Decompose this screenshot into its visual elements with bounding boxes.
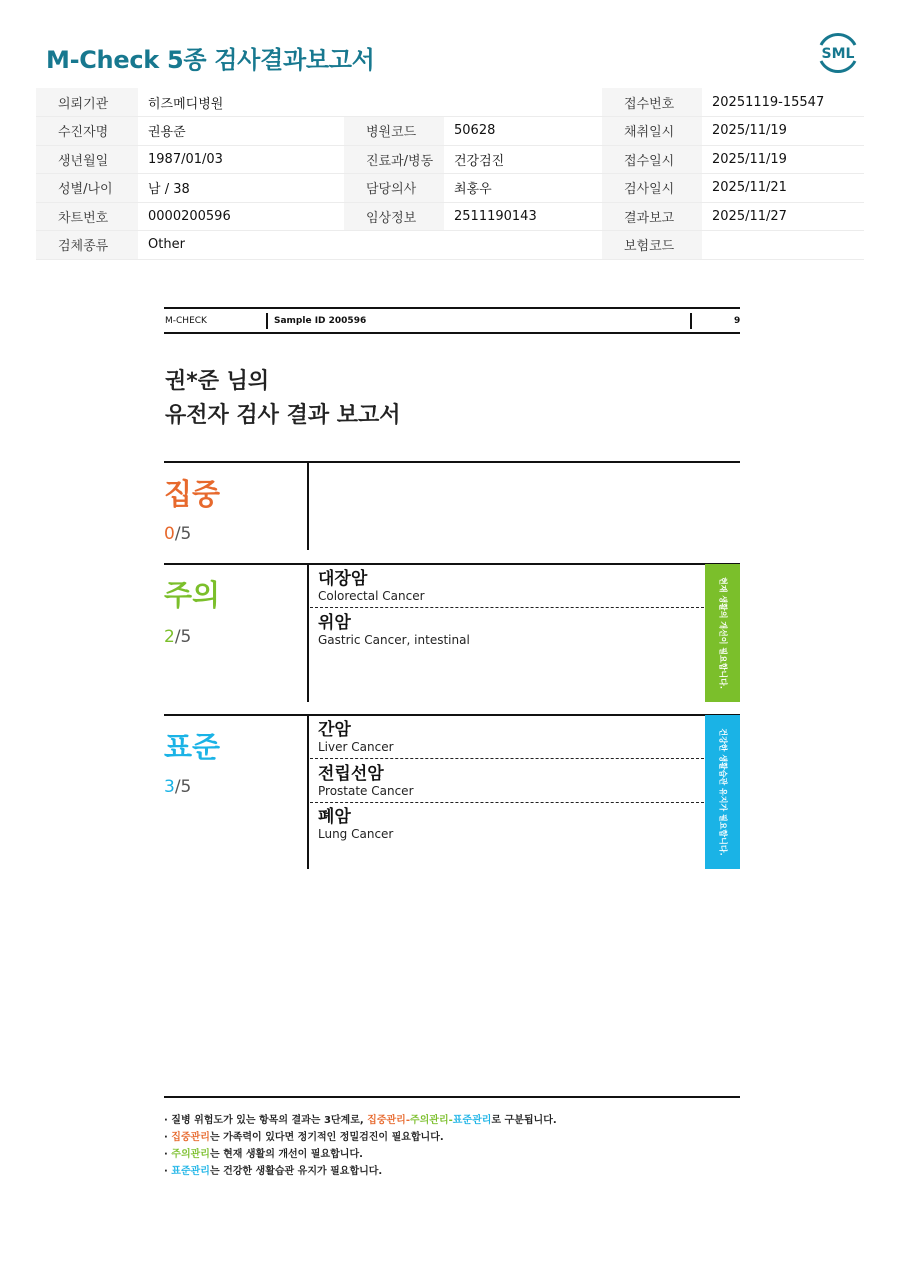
info-value: 권용준 bbox=[138, 117, 344, 146]
result-item bbox=[318, 613, 704, 647]
info-label: 검체종류 bbox=[36, 231, 138, 260]
info-row bbox=[36, 145, 864, 174]
info-label: 차트번호 bbox=[36, 202, 138, 231]
info-value: Other bbox=[138, 231, 344, 260]
item-name-en: Colorectal Cancer bbox=[318, 589, 425, 603]
footer-rule bbox=[164, 1096, 740, 1098]
standard-count-number: 3 bbox=[164, 777, 175, 797]
item-divider bbox=[310, 607, 704, 608]
report-page bbox=[164, 307, 740, 1187]
note-line bbox=[164, 1112, 557, 1129]
sml-logo bbox=[812, 28, 864, 76]
report-title-line: 권*준 님의 bbox=[165, 369, 270, 394]
section-rule bbox=[164, 461, 740, 463]
info-value bbox=[344, 231, 444, 260]
info-label: 채취일시 bbox=[602, 117, 702, 146]
report-title bbox=[165, 365, 401, 433]
info-label: 담당의사 bbox=[344, 174, 444, 203]
info-row bbox=[36, 88, 864, 117]
standard-side-text: 건강한 생활습관 유지가 필요합니다. bbox=[718, 728, 727, 856]
info-row bbox=[36, 174, 864, 203]
note-text: 는 건강한 생활습관 유지가 필요합니다. bbox=[209, 1166, 383, 1177]
note-line bbox=[164, 1129, 557, 1146]
note-line bbox=[164, 1163, 557, 1180]
item-name-en: Lung Cancer bbox=[318, 827, 394, 841]
item-name-ko: 위암 bbox=[318, 613, 351, 633]
info-row bbox=[36, 117, 864, 146]
focus-term: 집중관리 bbox=[171, 1132, 210, 1143]
header-rule bbox=[164, 332, 740, 334]
standard-term: 표준관리 bbox=[171, 1166, 210, 1177]
page-title: M-Check 5종 검사결과보고서 bbox=[46, 46, 375, 74]
focus-count bbox=[164, 524, 191, 544]
report-title-line: 유전자 검사 결과 보고서 bbox=[165, 403, 401, 428]
info-value bbox=[702, 231, 864, 260]
info-value: 2025/11/19 bbox=[702, 117, 864, 146]
info-label: 보험코드 bbox=[602, 231, 702, 260]
info-value: 히즈메디병원 bbox=[138, 88, 344, 117]
caution-side-bar bbox=[705, 564, 740, 702]
header-rule bbox=[164, 307, 740, 309]
info-label: 생년월일 bbox=[36, 145, 138, 174]
brand-label: M-CHECK bbox=[165, 316, 207, 326]
item-name-ko: 대장암 bbox=[318, 569, 368, 589]
item-name-ko: 간암 bbox=[318, 720, 351, 740]
info-label: 접수번호 bbox=[602, 88, 702, 117]
info-value: 20251119-15547 bbox=[702, 88, 864, 117]
info-label: 검사일시 bbox=[602, 174, 702, 203]
note-text: 는 가족력이 있다면 정기적인 정밀검진이 필요합니다. bbox=[209, 1132, 444, 1143]
info-label: 임상정보 bbox=[344, 202, 444, 231]
caution-count-number: 2 bbox=[164, 627, 175, 647]
standard-count-total: /5 bbox=[174, 777, 192, 797]
note-text: 는 현재 생활의 개선이 필요합니다. bbox=[209, 1149, 363, 1160]
standard-section-title: 표준 bbox=[164, 730, 221, 764]
focus-count-number: 0 bbox=[164, 524, 175, 544]
section-divider bbox=[307, 462, 309, 550]
standard-count bbox=[164, 777, 191, 797]
info-row bbox=[36, 202, 864, 231]
section-rule bbox=[164, 714, 740, 716]
focus-count-total: /5 bbox=[174, 524, 192, 544]
item-name-en: Prostate Cancer bbox=[318, 784, 414, 798]
info-value: 건강검진 bbox=[444, 145, 602, 174]
item-divider bbox=[310, 802, 704, 803]
info-value: 최홍우 bbox=[444, 174, 602, 203]
item-name-ko: 전립선암 bbox=[318, 764, 384, 784]
result-item bbox=[318, 764, 704, 798]
item-divider bbox=[310, 758, 704, 759]
info-value: 0000200596 bbox=[138, 202, 344, 231]
info-label: 접수일시 bbox=[602, 145, 702, 174]
note-text: 질병 위험도가 있는 항목의 결과는 3단계로, bbox=[171, 1115, 368, 1126]
result-item bbox=[318, 720, 704, 754]
note-text: 로 구분됩니다. bbox=[491, 1115, 557, 1126]
info-label: 병원코드 bbox=[344, 117, 444, 146]
header-divider bbox=[690, 313, 692, 329]
caution-count bbox=[164, 627, 191, 647]
caution-term: 주의관리 bbox=[409, 1115, 449, 1126]
info-value: 2025/11/19 bbox=[702, 145, 864, 174]
caution-section-title: 주의 bbox=[164, 578, 221, 612]
note-dash: - bbox=[448, 1115, 453, 1126]
page-number: 9 bbox=[734, 316, 741, 326]
info-label: 수진자명 bbox=[36, 117, 138, 146]
result-item bbox=[318, 569, 704, 603]
note-dash: - bbox=[405, 1115, 410, 1126]
caution-term: 주의관리 bbox=[171, 1149, 210, 1160]
info-row bbox=[36, 231, 864, 260]
bullet: · bbox=[164, 1166, 168, 1177]
info-label: 진료과/병동 bbox=[344, 145, 444, 174]
info-value: 2511190143 bbox=[444, 202, 602, 231]
section-rule bbox=[164, 563, 740, 565]
info-value: 2025/11/27 bbox=[702, 202, 864, 231]
header-divider bbox=[266, 313, 268, 329]
focus-section-title: 집중 bbox=[164, 477, 221, 511]
section-divider bbox=[307, 564, 309, 702]
focus-term: 집중관리 bbox=[367, 1115, 406, 1126]
patient-info-table bbox=[36, 88, 864, 260]
bullet: · bbox=[164, 1132, 168, 1143]
info-label: 결과보고 bbox=[602, 202, 702, 231]
caution-count-total: /5 bbox=[174, 627, 192, 647]
legend-notes bbox=[164, 1112, 557, 1180]
item-name-ko: 폐암 bbox=[318, 807, 351, 827]
info-value: 50628 bbox=[444, 117, 602, 146]
item-name-en: Gastric Cancer, intestinal bbox=[318, 633, 470, 647]
info-label: 의뢰기관 bbox=[36, 88, 138, 117]
logo-text: SML bbox=[821, 46, 855, 62]
info-value bbox=[444, 88, 602, 117]
standard-side-bar bbox=[705, 715, 740, 869]
standard-term: 표준관리 bbox=[452, 1115, 492, 1126]
info-value: 남 / 38 bbox=[138, 174, 344, 203]
caution-side-text: 현재 생활의 개선이 필요합니다. bbox=[718, 577, 727, 689]
info-value bbox=[444, 231, 602, 260]
info-value: 2025/11/21 bbox=[702, 174, 864, 203]
bullet: · bbox=[164, 1115, 168, 1126]
item-name-en: Liver Cancer bbox=[318, 740, 394, 754]
info-value: 1987/01/03 bbox=[138, 145, 344, 174]
note-line bbox=[164, 1146, 557, 1163]
info-value bbox=[344, 88, 444, 117]
section-divider bbox=[307, 715, 309, 869]
result-item bbox=[318, 807, 704, 841]
sample-id: Sample ID 200596 bbox=[274, 316, 367, 326]
info-label: 성별/나이 bbox=[36, 174, 138, 203]
bullet: · bbox=[164, 1149, 168, 1160]
